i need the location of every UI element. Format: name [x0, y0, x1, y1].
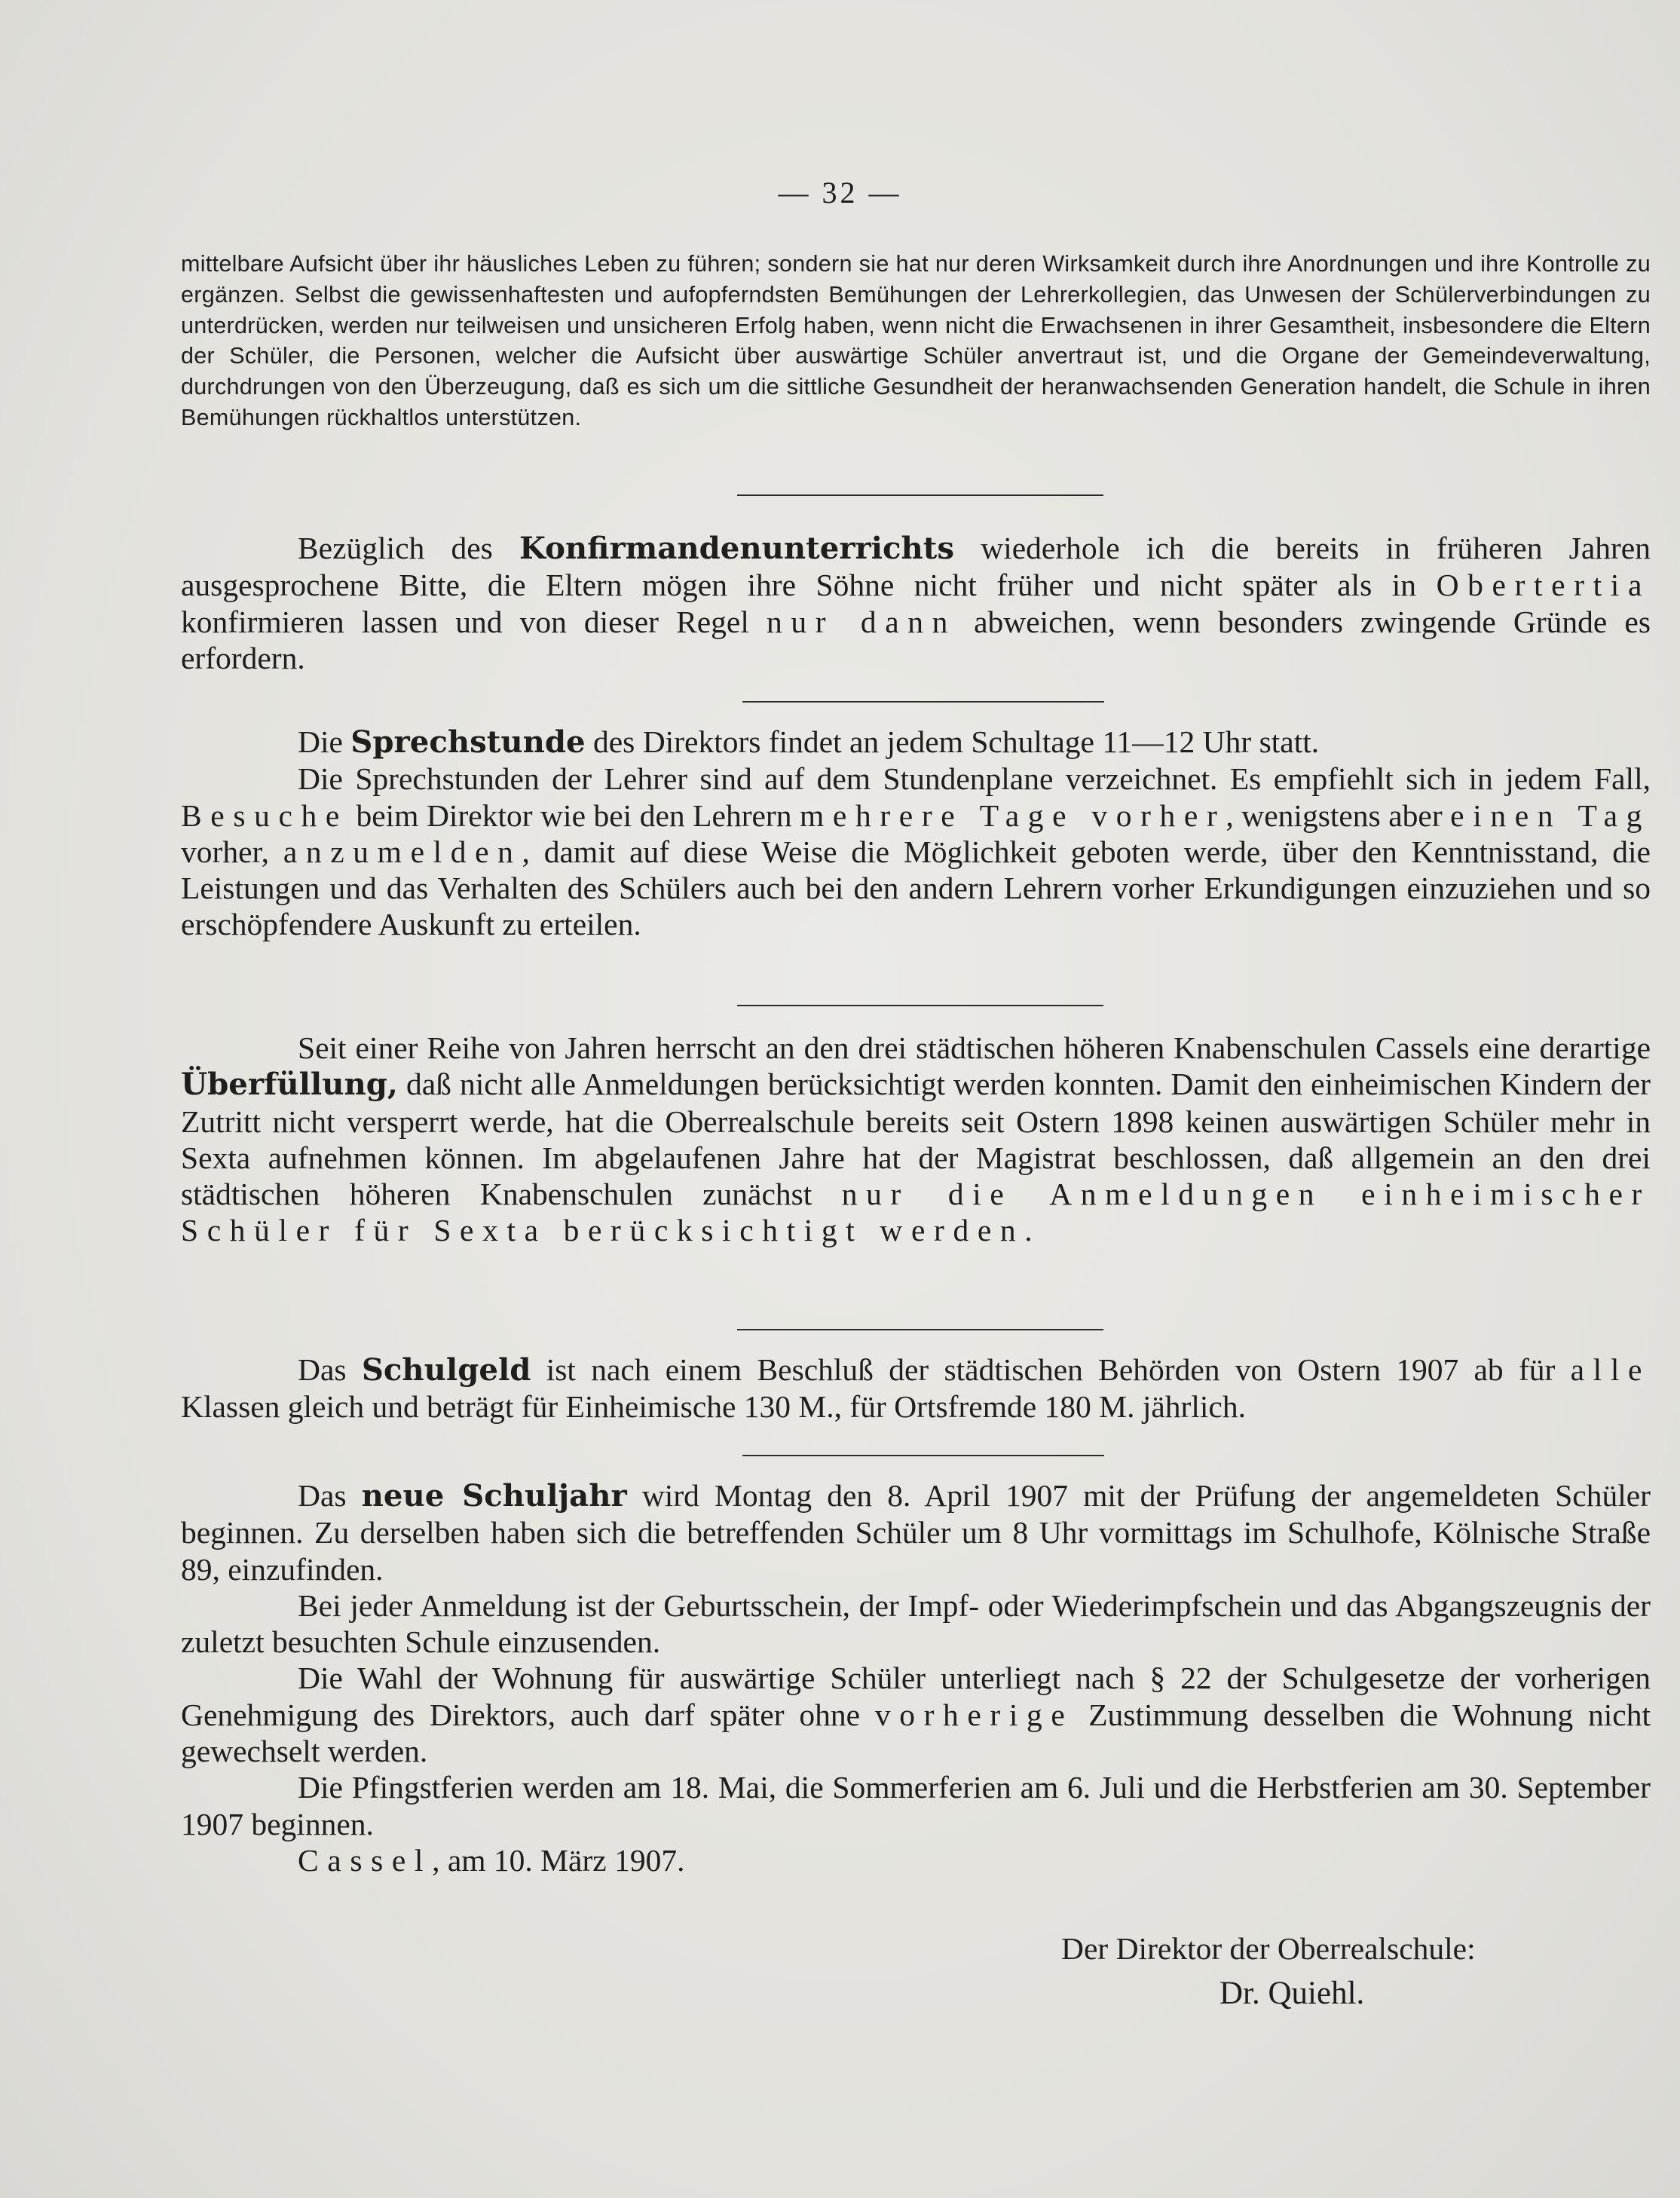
school-year-section: [181, 1477, 1651, 1878]
school-year-heading: neue Schuljahr: [361, 1478, 627, 1514]
confirmation-section: [181, 530, 1651, 676]
signature-title: Der Direktor der Oberrealschule:: [1061, 1931, 1476, 1966]
overcrowding-paragraph: Seit einer Reihe von Jahren herrscht an den drei städtischen höheren Knabenschulen Cassels eine derartige Überfüllung, daß nicht alle Anmeldungen berücksichtigt werden konnten. Damit den einheimischen Kindern der Zutritt nicht versperrt werde, hat die Oberrealschule bereits seit Ostern 1898 keinen auswärtigen Schüler mehr in Sexta aufnehmen können. Im abgelaufenen Jahre hat der Magistrat beschlossen, daß allgemein an den drei städtischen höheren Knabenschulen zunächst nur die Anmeldungen einheimischer Schüler für Sexta berücksichtigt werden.: [181, 1030, 1651, 1248]
page-number: — 32 —: [778, 176, 902, 210]
office-hours-details: Die Sprechstunden der Lehrer sind auf dem Stundenplane verzeichnet. Es empfiehlt sich in jedem Fall, Besuche beim Direktor wie bei den Lehrern mehrere Tage vorher, wenigstens aber einen Tag vorher, anzumelden, damit auf diese Weise die Möglichkeit geboten werde, über den Kenntnisstand, die Leistungen und das Verhalten des Schülers auch bei den andern Lehrern vorher Erkundigungen einzuziehen und so erschöpfendere Auskunft zu erteilen.: [181, 761, 1651, 942]
signature-name: Dr. Quiehl.: [1219, 1976, 1365, 2011]
intro-paragraph: mittelbare Aufsicht über ihr häusliches Leben zu führen; sondern sie hat nur deren Wirksamkeit durch ihre Anordnungen und ihre Kontrolle zu ergänzen. Selbst die gewissenhaftesten und aufopferndsten Bemühungen der Lehrerkollegien, das Unwesen der Schülerverbindungen zu unterdrücken, werden nur teilweisen und unsicheren Erfolg haben, wenn nicht die Erwachsenen in ihrer Gesamtheit, insbesondere die Eltern der Schüler, die Personen, welcher die Aufsicht über auswärtige Schüler anvertraut ist, und die Organe der Gemeindeverwaltung, durchdrungen von den Überzeugung, daß es sich um die sittliche Gesundheit der heranwachsenden Generation handelt, die Schule in ihren Bemühungen rückhaltlos unterstützen.: [181, 251, 1651, 430]
place-date: Cassel, am 10. März 1907.: [298, 1842, 685, 1878]
holidays-paragraph: Die Pfingstferien werden am 18. Mai, die Sommerferien am 6. Juli und die Herbstferien am 30. September 1907 beginnen.: [181, 1770, 1651, 1841]
school-year-paragraph: Das neue Schuljahr wird Montag den 8. April 1907 mit der Prüfung der angemeldeten Schüler beginnen. Zu derselben haben sich die betreffenden Schüler um 8 Uhr vormittags im Schulhofe, Kölnische Straße 89, einzufinden.: [181, 1478, 1651, 1587]
section-divider: [737, 1005, 1103, 1006]
confirmation-paragraph: Bezüglich des Konfirmandenunterrichts wiederhole ich die bereits in früheren Jahren ausgesprochene Bitte, die Eltern mögen ihre Söhne nicht früher und nicht später als in Obertertia konfirmieren lassen und von dieser Regel nur dann abweichen, wenn besonders zwingende Gründe es erfordern.: [181, 531, 1651, 675]
office-hours-section: [181, 724, 1651, 943]
housing-paragraph: Die Wahl der Wohnung für auswärtige Schüler unterliegt nach § 22 der Schulgesetze der vorherigen Genehmigung des Direktors, auch darf später ohne vorherige Zustimmung desselben die Wohnung nicht gewechselt werden.: [181, 1661, 1651, 1769]
school-fee-paragraph: Das Schulgeld ist nach einem Beschluß der städtischen Behörden von Ostern 1907 ab für alle Klassen gleich und beträgt für Einheimische 130 M., für Ortsfremde 180 M. jährlich.: [181, 1352, 1651, 1425]
section-divider: [742, 1455, 1104, 1456]
overcrowding-heading: Überfüllung,: [181, 1067, 398, 1103]
confirmation-heading: Konfirmandenunterrichts: [519, 531, 955, 566]
school-fee-heading: Schulgeld: [361, 1352, 531, 1388]
section-divider: [742, 701, 1104, 703]
section-divider: [737, 1329, 1103, 1330]
office-hours-heading: Sprechstunde: [350, 724, 586, 760]
section-divider: [737, 494, 1103, 496]
office-hours-paragraph: Die Sprechstunde des Direktors findet an jedem Schultage 11—12 Uhr statt.: [298, 724, 1320, 760]
overcrowding-section: [181, 1030, 1651, 1249]
registration-paragraph: Bei jeder Anmeldung ist der Geburtsschein, der Impf- oder Wiederimpfschein und das Abgangszeugnis der zuletzt besuchten Schule einzusenden.: [181, 1587, 1651, 1660]
school-fee-section: [181, 1352, 1651, 1425]
